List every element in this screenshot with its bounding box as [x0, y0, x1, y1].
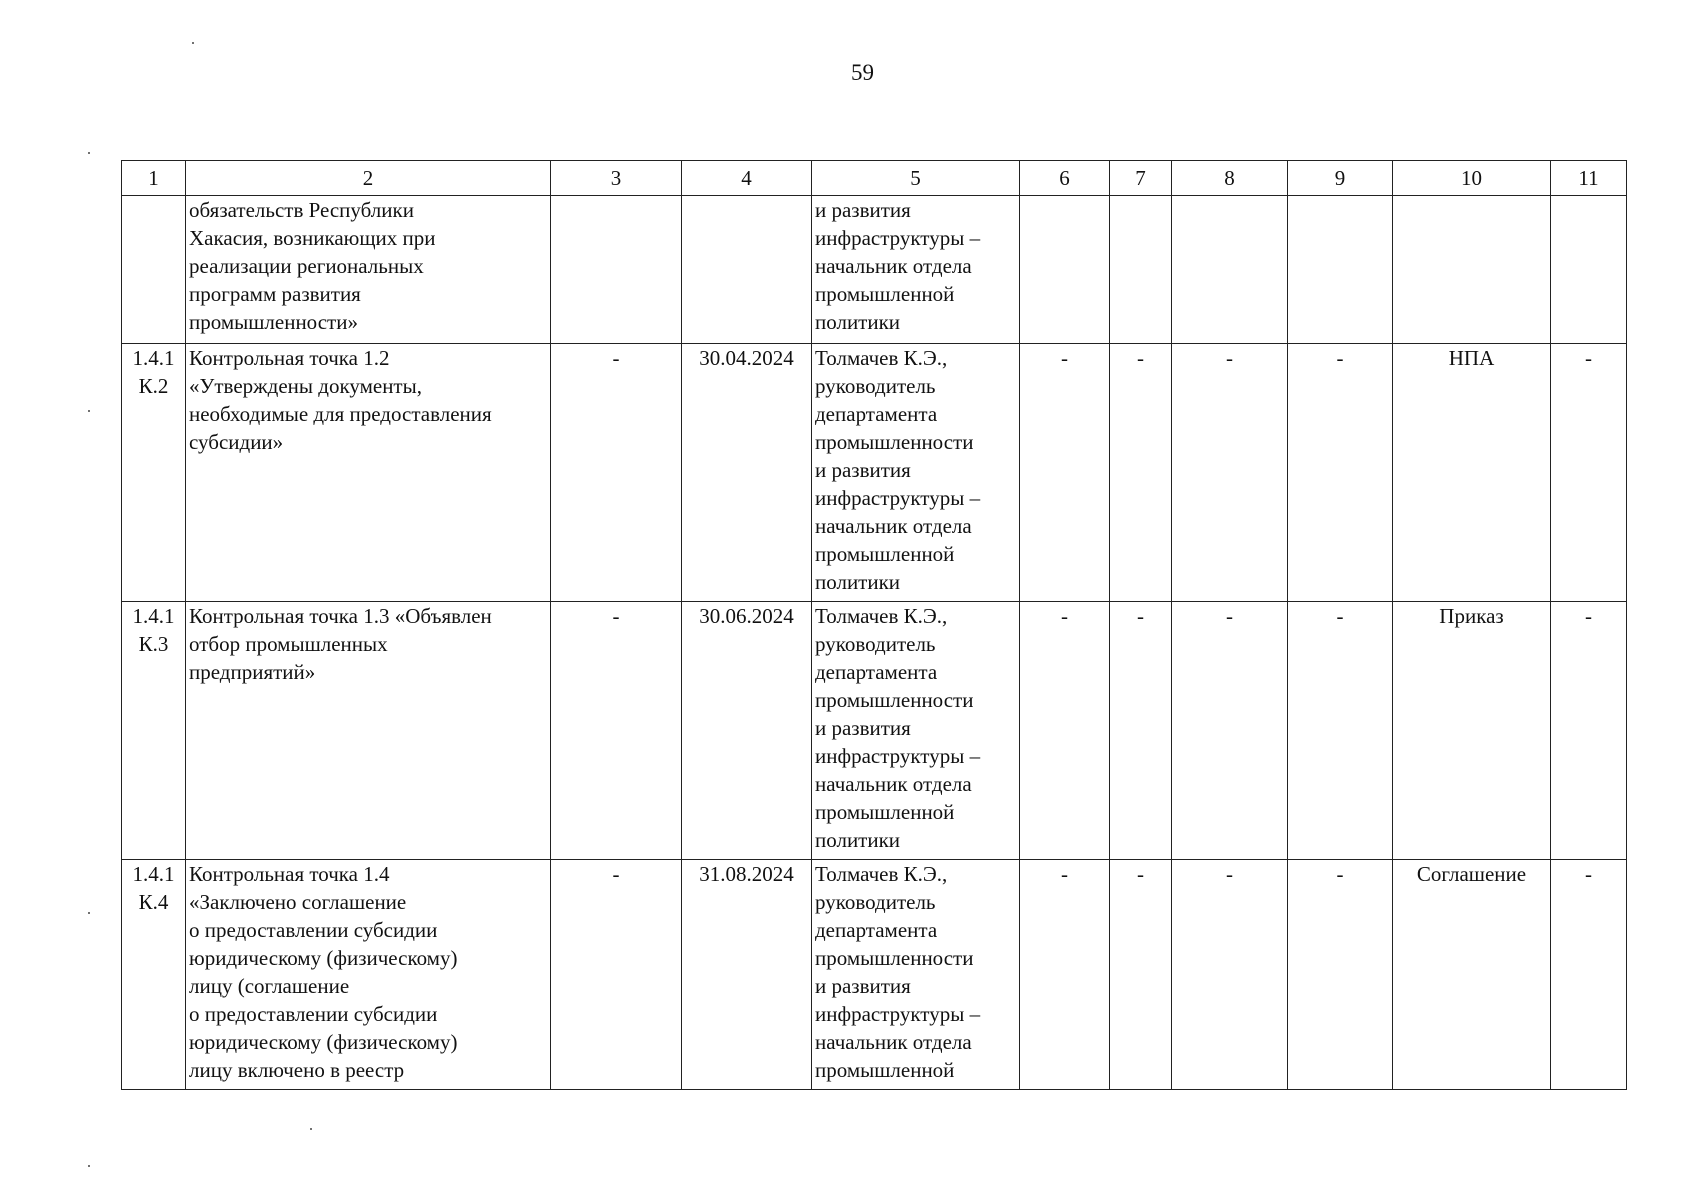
scan-speck — [88, 152, 90, 154]
col-header: 3 — [551, 161, 682, 196]
row-number: 1.4.1 К.4 — [122, 860, 186, 1090]
table-row — [122, 196, 1627, 344]
row-responsible: Толмачев К.Э., руководитель департамента промышленности и развития инфраструктуры – начальник отдела промышленной политики — [812, 344, 1020, 602]
col-header: 4 — [682, 161, 812, 196]
row-col6: - — [1020, 344, 1110, 602]
row-col7: - — [1110, 602, 1172, 860]
page-number: 59 — [851, 60, 874, 85]
row-number — [122, 196, 186, 344]
row-col3: - — [551, 602, 682, 860]
table-row — [122, 344, 1627, 602]
row-name: обязательств Республики Хакасия, возникающих при реализации региональных программ развития промышленности» — [186, 196, 551, 344]
row-col8 — [1172, 196, 1288, 344]
row-col3 — [551, 196, 682, 344]
row-name: Контрольная точка 1.2 «Утверждены документы, необходимые для предоставления субсидии» — [186, 344, 551, 602]
col-header: 10 — [1393, 161, 1551, 196]
row-date: 30.04.2024 — [682, 344, 812, 602]
row-date — [682, 196, 812, 344]
row-document — [1393, 196, 1551, 344]
row-col6: - — [1020, 602, 1110, 860]
col-header: 6 — [1020, 161, 1110, 196]
col-header: 2 — [186, 161, 551, 196]
col-header: 1 — [122, 161, 186, 196]
table-row — [122, 860, 1627, 1090]
row-col8: - — [1172, 602, 1288, 860]
row-number: 1.4.1 К.2 — [122, 344, 186, 602]
col-header: 5 — [812, 161, 1020, 196]
row-col9: - — [1288, 860, 1393, 1090]
row-responsible: Толмачев К.Э., руководитель департамента промышленности и развития инфраструктуры – начальник отдела промышленной — [812, 860, 1020, 1090]
col-header: 11 — [1551, 161, 1627, 196]
row-document: НПА — [1393, 344, 1551, 602]
row-col3: - — [551, 860, 682, 1090]
row-responsible: и развития инфраструктуры – начальник отдела промышленной политики — [812, 196, 1020, 344]
row-col9: - — [1288, 344, 1393, 602]
row-col7: - — [1110, 860, 1172, 1090]
row-number: 1.4.1 К.3 — [122, 602, 186, 860]
row-col9 — [1288, 196, 1393, 344]
row-col9: - — [1288, 602, 1393, 860]
row-col3: - — [551, 344, 682, 602]
row-col7: - — [1110, 344, 1172, 602]
col-header: 8 — [1172, 161, 1288, 196]
col-header: 9 — [1288, 161, 1393, 196]
header-row — [122, 161, 1627, 196]
row-col6 — [1020, 196, 1110, 344]
row-col7 — [1110, 196, 1172, 344]
table-row — [122, 602, 1627, 860]
row-col8: - — [1172, 344, 1288, 602]
scan-speck — [88, 912, 90, 914]
scan-speck — [192, 42, 194, 44]
scan-speck — [310, 1128, 312, 1130]
scan-speck — [88, 1165, 90, 1167]
row-col6: - — [1020, 860, 1110, 1090]
row-document: Соглашение — [1393, 860, 1551, 1090]
row-document: Приказ — [1393, 602, 1551, 860]
row-col11 — [1551, 196, 1627, 344]
row-col8: - — [1172, 860, 1288, 1090]
row-name: Контрольная точка 1.4 «Заключено соглашение о предоставлении субсидии юридическому (физическому) лицу (соглашение о предоставлении субсидии юридическому (физическому) лицу включено в реестр — [186, 860, 551, 1090]
row-responsible: Толмачев К.Э., руководитель департамента промышленности и развития инфраструктуры – начальник отдела промышленной политики — [812, 602, 1020, 860]
row-col11: - — [1551, 860, 1627, 1090]
row-col11: - — [1551, 344, 1627, 602]
row-date: 31.08.2024 — [682, 860, 812, 1090]
col-header: 7 — [1110, 161, 1172, 196]
row-date: 30.06.2024 — [682, 602, 812, 860]
row-col11: - — [1551, 602, 1627, 860]
scan-speck — [88, 410, 90, 412]
plan-table — [121, 160, 1627, 1090]
row-name: Контрольная точка 1.3 «Объявлен отбор промышленных предприятий» — [186, 602, 551, 860]
